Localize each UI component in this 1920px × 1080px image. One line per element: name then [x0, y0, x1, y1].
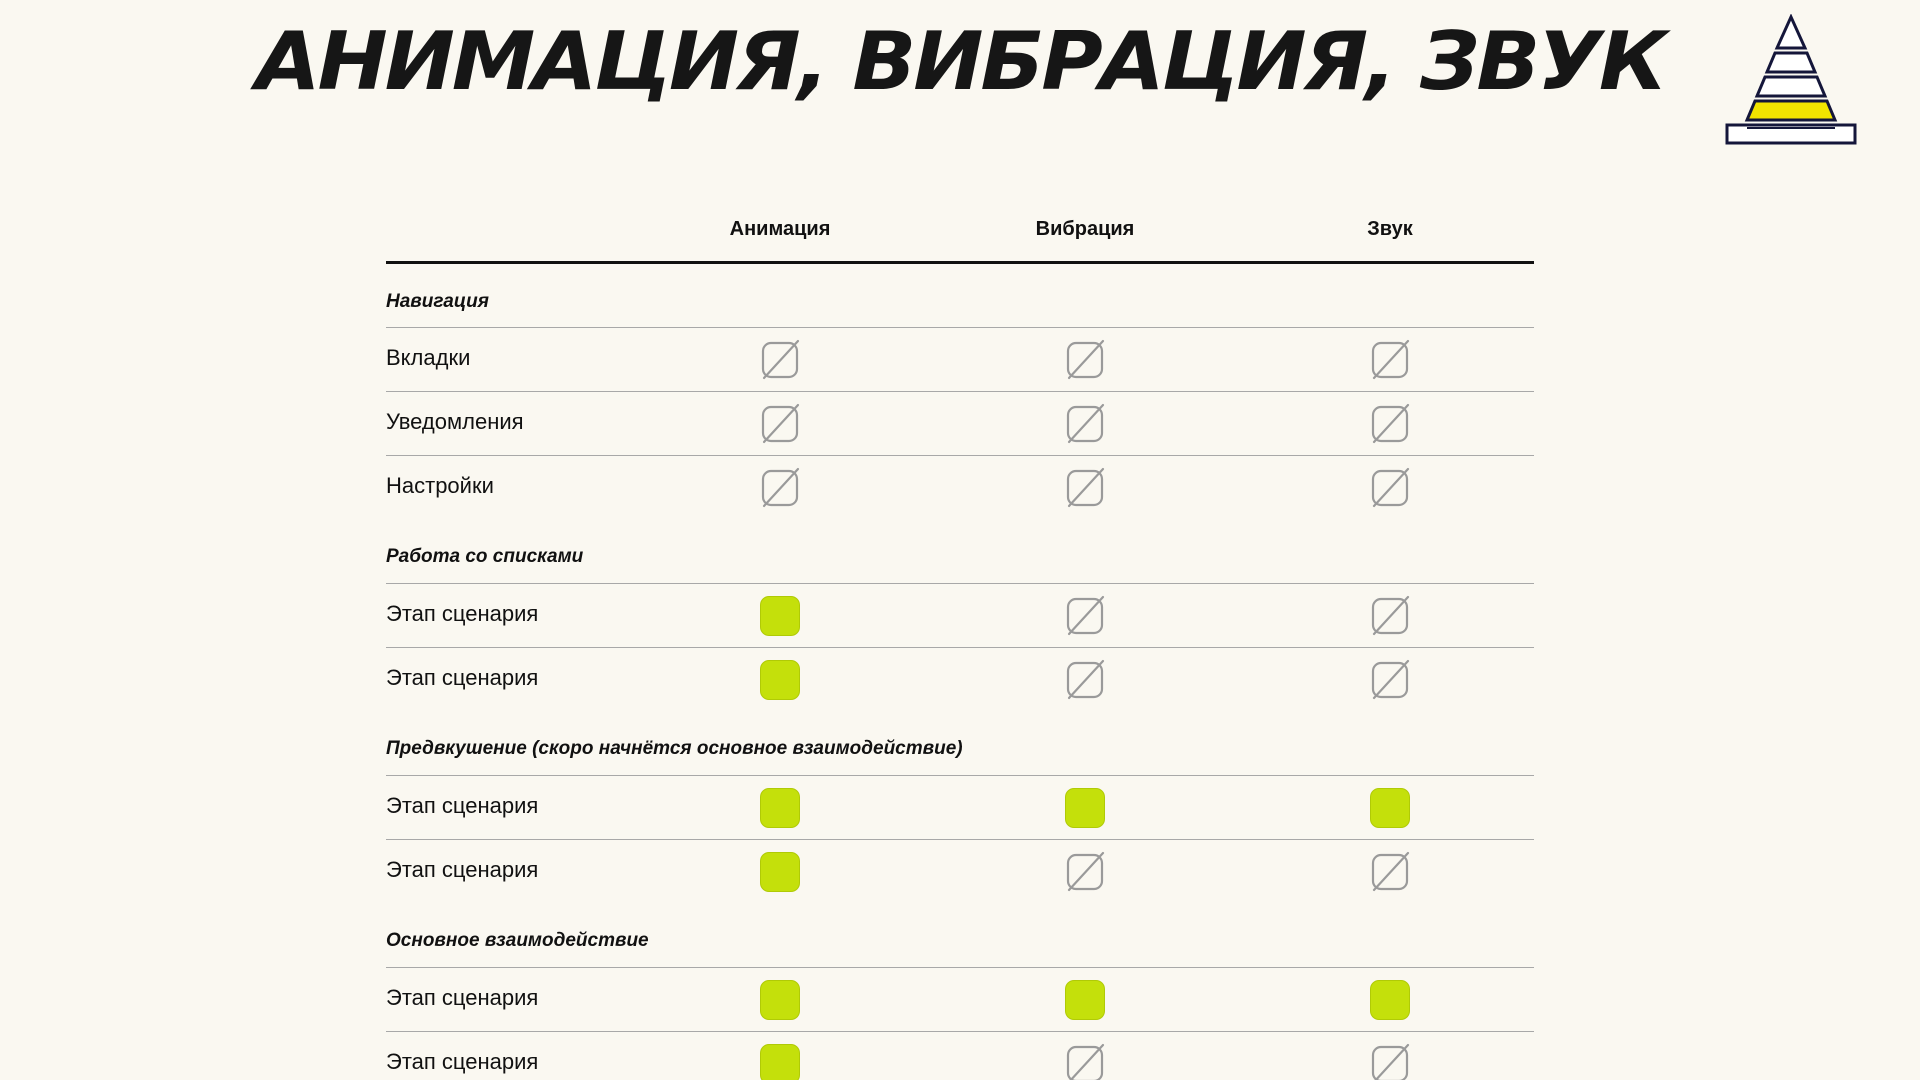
matrix-section: [386, 264, 1534, 519]
cell-animation: [760, 852, 800, 892]
cell-animation: [760, 596, 800, 636]
cell-sound: [1370, 596, 1410, 636]
matrix-sections: [386, 264, 1534, 1080]
cell-animation: [760, 404, 800, 444]
cell-animation: [760, 660, 800, 700]
disabled-marker-icon: [1370, 850, 1410, 894]
table-row: [386, 1031, 1534, 1080]
table-row: [386, 455, 1534, 519]
cell-animation: [760, 980, 800, 1020]
cell-vibration: [1065, 596, 1105, 636]
disabled-marker-icon: [1065, 402, 1105, 446]
enabled-marker-icon: [760, 660, 800, 700]
column-header-animation: Анимация: [729, 218, 831, 240]
disabled-marker-icon: [1065, 338, 1105, 382]
cell-animation: [760, 1044, 800, 1080]
enabled-marker-icon: [760, 788, 800, 828]
cell-sound: [1370, 1044, 1410, 1080]
cell-sound: [1370, 980, 1410, 1020]
disabled-marker-icon: [760, 402, 800, 446]
table-row: [386, 391, 1534, 455]
table-row: [386, 327, 1534, 391]
row-label: Этап сценария: [386, 857, 539, 882]
page-title: АНИМАЦИЯ, ВИБРАЦИЯ, ЗВУК: [255, 15, 1665, 108]
table-row: [386, 839, 1534, 903]
section-title: Работа со списками: [386, 546, 584, 567]
enabled-marker-icon: [1370, 980, 1410, 1020]
pyramid-logo-icon: [1724, 14, 1858, 146]
row-label: Вкладки: [386, 345, 471, 370]
disabled-marker-icon: [1065, 850, 1105, 894]
disabled-marker-icon: [1065, 466, 1105, 510]
disabled-marker-icon: [1370, 658, 1410, 702]
matrix-section: [386, 711, 1534, 903]
cell-vibration: [1065, 404, 1105, 444]
disabled-marker-icon: [760, 338, 800, 382]
enabled-marker-icon: [760, 852, 800, 892]
row-label: Этап сценария: [386, 1049, 539, 1074]
section-title: Предвкушение (скоро начнётся основное взаимодействие): [386, 738, 963, 759]
cell-vibration: [1065, 852, 1105, 892]
row-label: Этап сценария: [386, 985, 539, 1010]
disabled-marker-icon: [1370, 466, 1410, 510]
cell-vibration: [1065, 980, 1105, 1020]
disabled-marker-icon: [1065, 1042, 1105, 1080]
matrix-section: [386, 519, 1534, 711]
cell-sound: [1370, 788, 1410, 828]
disabled-marker-icon: [1065, 594, 1105, 638]
disabled-marker-icon: [1370, 402, 1410, 446]
column-header-vibration: Вибрация: [1035, 218, 1135, 240]
table-row: [386, 775, 1534, 839]
row-label: Этап сценария: [386, 601, 539, 626]
table-row: [386, 583, 1534, 647]
table-row: [386, 647, 1534, 711]
disabled-marker-icon: [1370, 594, 1410, 638]
enabled-marker-icon: [760, 596, 800, 636]
cell-vibration: [1065, 788, 1105, 828]
matrix-section: [386, 903, 1534, 1080]
cell-vibration: [1065, 660, 1105, 700]
disabled-marker-icon: [1065, 658, 1105, 702]
enabled-marker-icon: [1065, 980, 1105, 1020]
matrix-header: [386, 208, 1534, 264]
disabled-marker-icon: [1370, 1042, 1410, 1080]
enabled-marker-icon: [1370, 788, 1410, 828]
cell-animation: [760, 788, 800, 828]
cell-sound: [1370, 660, 1410, 700]
row-label: Этап сценария: [386, 665, 539, 690]
cell-vibration: [1065, 340, 1105, 380]
cell-sound: [1370, 404, 1410, 444]
cell-sound: [1370, 468, 1410, 508]
disabled-marker-icon: [760, 466, 800, 510]
enabled-marker-icon: [760, 980, 800, 1020]
row-label: Уведомления: [386, 409, 524, 434]
enabled-marker-icon: [760, 1044, 800, 1080]
cell-vibration: [1065, 1044, 1105, 1080]
row-label: Настройки: [386, 473, 494, 498]
cell-animation: [760, 468, 800, 508]
column-header-sound: Звук: [1367, 218, 1413, 240]
cell-sound: [1370, 340, 1410, 380]
section-title: Основное взаимодействие: [386, 930, 649, 951]
cell-sound: [1370, 852, 1410, 892]
feature-matrix: [386, 208, 1534, 1080]
row-label: Этап сценария: [386, 793, 539, 818]
cell-animation: [760, 340, 800, 380]
section-title: Навигация: [386, 291, 489, 312]
disabled-marker-icon: [1370, 338, 1410, 382]
table-row: [386, 967, 1534, 1031]
enabled-marker-icon: [1065, 788, 1105, 828]
cell-vibration: [1065, 468, 1105, 508]
